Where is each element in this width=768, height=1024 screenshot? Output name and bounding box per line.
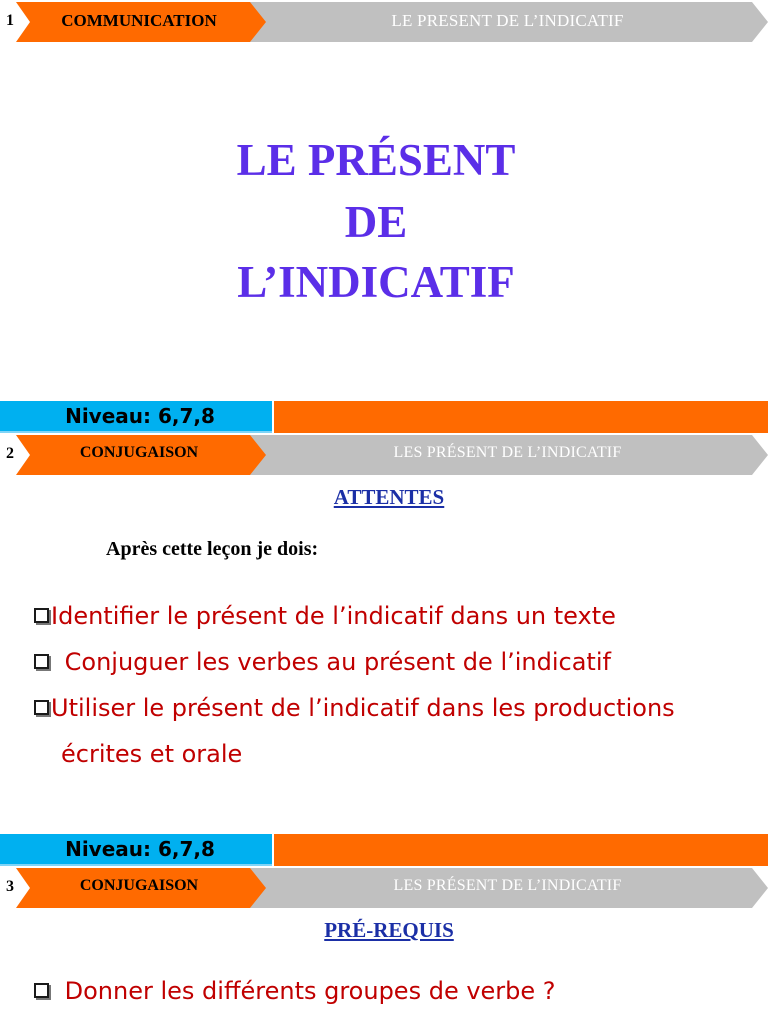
slide-number: 2: [6, 445, 14, 462]
niveau-bar: [0, 834, 768, 866]
slide-1-header: [0, 0, 768, 44]
niveau-label: Niveau: 6,7,8: [65, 404, 215, 428]
slide-3-header: [0, 866, 768, 910]
slide-title-line-3: L’INDICATIF: [237, 257, 515, 307]
list-item: Donner les différents groupes de verbe ?: [34, 977, 556, 1005]
section-title-prerequis: PRÉ-REQUIS: [324, 918, 454, 942]
section-title-attentes: ATTENTES: [333, 485, 445, 509]
header-category: CONJUGAISON: [79, 444, 199, 461]
list-item-continuation: écrites et orale: [61, 740, 243, 768]
header-category: COMMUNICATION: [61, 11, 217, 30]
header-topic: LE PRESENT DE L’INDICATIF: [391, 11, 624, 30]
header-topic: LES PRÉSENT DE L’INDICATIF: [393, 444, 622, 461]
checkbox-bullet-icon: [34, 983, 49, 998]
checkbox-bullet-icon: [34, 700, 49, 715]
checkbox-bullet-icon: [34, 608, 49, 623]
list-item: Conjuguer les verbes au présent de l’indicatif: [34, 648, 611, 676]
list-item: Utiliser le présent de l’indicatif dans les productions: [34, 694, 675, 722]
slide-number: 1: [6, 12, 14, 29]
header-topic: LES PRÉSENT DE L’INDICATIF: [393, 877, 622, 894]
slide-number: 3: [6, 878, 14, 895]
niveau-bar: [0, 401, 768, 433]
header-category: CONJUGAISON: [79, 877, 199, 894]
slide-title-line-2: DE: [344, 197, 408, 247]
list-item: Identifier le présent de l’indicatif dans un texte: [34, 602, 616, 630]
niveau-label: Niveau: 6,7,8: [65, 837, 215, 861]
slide-2-header: [0, 433, 768, 477]
intro-text: Après cette leçon je dois:: [106, 538, 319, 560]
checkbox-bullet-icon: [34, 654, 49, 669]
slide-title-line-1: LE PRÉSENT: [236, 135, 516, 185]
